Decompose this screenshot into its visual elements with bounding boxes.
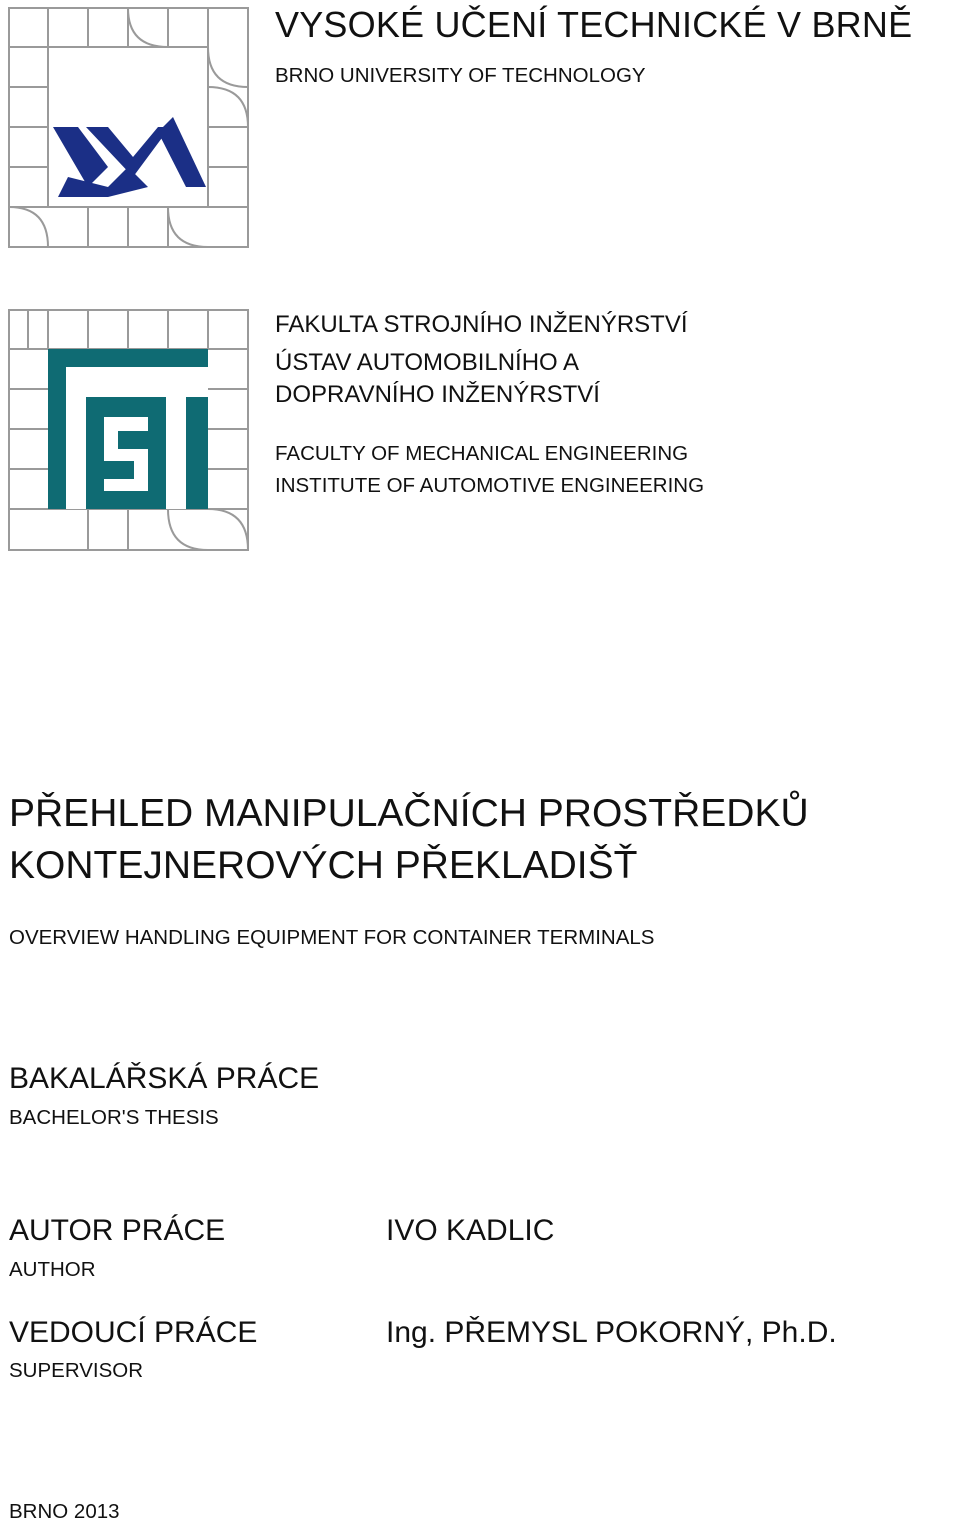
supervisor-name: Ing. PŘEMYSL POKORNÝ, Ph.D.: [386, 1316, 837, 1349]
faculty-name-en: FACULTY OF MECHANICAL ENGINEERING: [275, 442, 689, 465]
faculty-name-cz: FAKULTA STROJNÍHO INŽENÝRSTVÍ: [275, 311, 688, 338]
institute-name-cz-line1: ÚSTAV AUTOMOBILNÍHO A: [275, 349, 580, 376]
thesis-type-en: BACHELOR'S THESIS: [9, 1106, 219, 1129]
fsi-logo: [8, 309, 249, 551]
fsi-emblem: [48, 349, 208, 509]
vut-logo: [8, 7, 249, 248]
institute-name-en: INSTITUTE OF AUTOMOTIVE ENGINEERING: [275, 474, 705, 497]
thesis-type-cz: BAKALÁŘSKÁ PRÁCE: [9, 1062, 320, 1095]
place-year: BRNO 2013: [9, 1500, 120, 1523]
author-label-cz: AUTOR PRÁCE: [9, 1214, 226, 1247]
author-label-en: AUTHOR: [9, 1258, 96, 1281]
thesis-title-cz-line1: PŘEHLED MANIPULAČNÍCH PROSTŘEDKŮ: [9, 792, 809, 835]
supervisor-label-cz: VEDOUCÍ PRÁCE: [9, 1316, 258, 1349]
author-name: IVO KADLIC: [386, 1214, 555, 1247]
supervisor-label-en: SUPERVISOR: [9, 1359, 144, 1382]
thesis-title-en: OVERVIEW HANDLING EQUIPMENT FOR CONTAINER TERMINALS: [9, 926, 655, 949]
university-name-en: BRNO UNIVERSITY OF TECHNOLOGY: [275, 64, 646, 87]
institute-name-cz-line2: DOPRAVNÍHO INŽENÝRSTVÍ: [275, 381, 600, 408]
thesis-title-cz-line2: KONTEJNEROVÝCH PŘEKLADIŠŤ: [9, 844, 638, 887]
university-name-cz: VYSOKÉ UČENÍ TECHNICKÉ V BRNĚ: [275, 4, 913, 45]
